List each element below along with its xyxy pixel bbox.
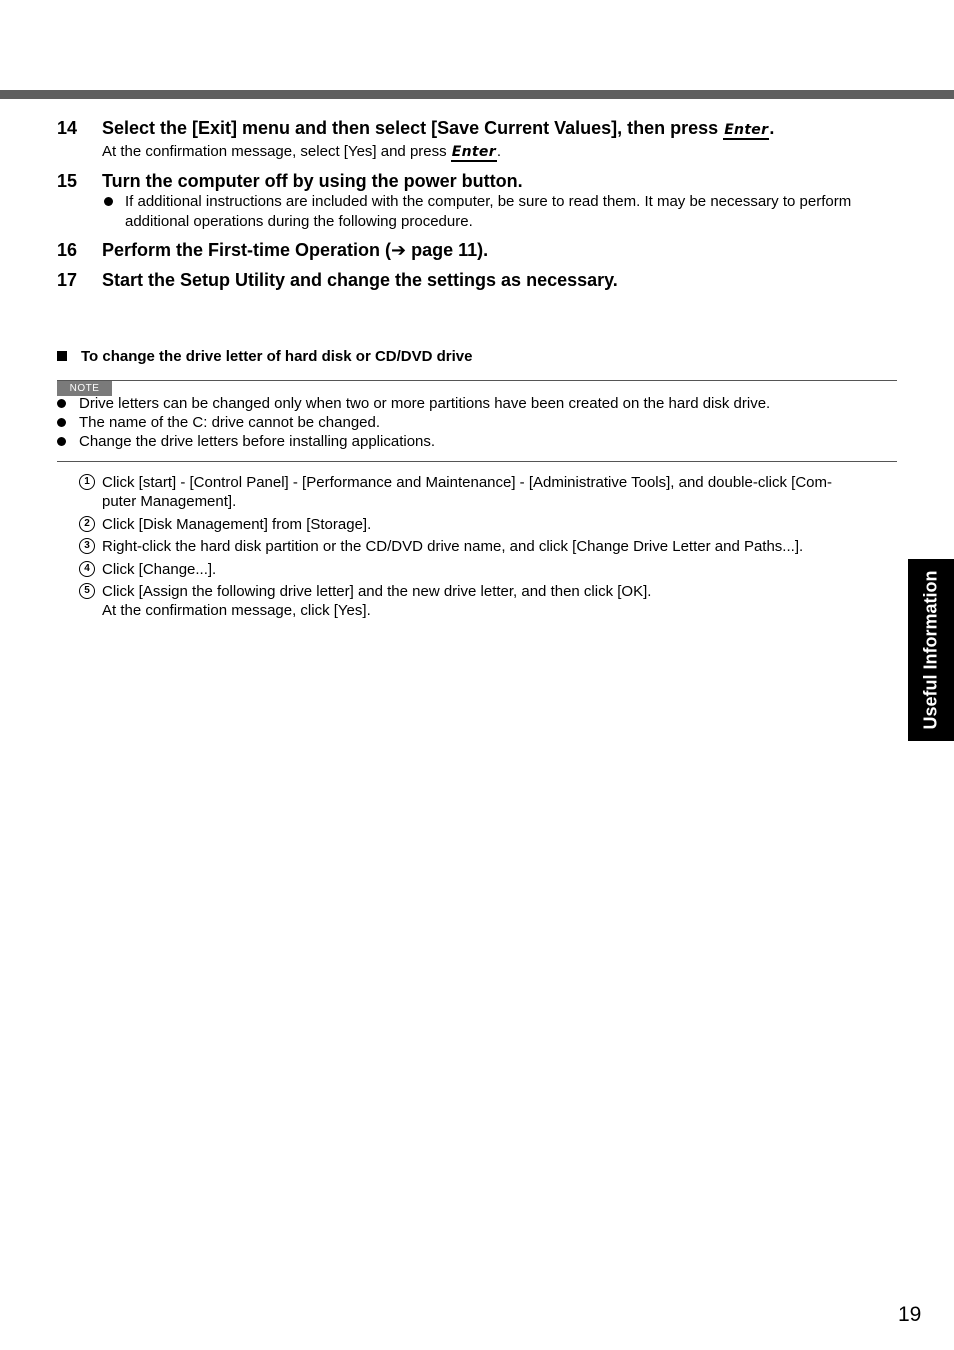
- step-17: [57, 269, 618, 291]
- circled-number-icon: 1: [79, 474, 95, 490]
- step-text-end: .: [769, 118, 775, 138]
- bullet-icon: [57, 399, 66, 408]
- sub-step-line: Right-click the hard disk partition or the CD/DVD drive name, and click [Change Drive Letter and Paths...].: [102, 538, 804, 555]
- sub-step-line: Click [Assign the following drive letter] and the new drive letter, and then click [OK].: [102, 583, 652, 600]
- arrow-right-icon: ➔: [391, 240, 407, 261]
- enter-key-icon: Enter: [724, 122, 769, 138]
- page-number: 19: [898, 1303, 922, 1326]
- step-number: 17: [57, 270, 78, 290]
- square-bullet-icon: [57, 351, 67, 361]
- note-bottom-rule: [57, 461, 897, 462]
- step-number: 15: [57, 171, 78, 191]
- circled-number-icon: 3: [79, 538, 95, 554]
- section-side-tab: [908, 559, 954, 741]
- header-bar: [0, 90, 954, 99]
- sub-step-line: At the confirmation message, click [Yes].: [102, 602, 371, 619]
- circled-number-icon: 4: [79, 561, 95, 577]
- sub-step-line: puter Management].: [102, 493, 237, 510]
- step-text: Perform the First-time Operation (: [102, 240, 392, 260]
- section-heading-text: To change the drive letter of hard disk or CD/DVD drive: [81, 348, 473, 365]
- step-number: 16: [57, 240, 78, 260]
- note-item: The name of the C: drive cannot be changed.: [79, 414, 381, 431]
- step-14-detail: [102, 142, 501, 162]
- sub-step-line: Click [Change...].: [102, 561, 217, 578]
- step-text-end: page 11).: [406, 240, 489, 260]
- sub-step-line: Click [start] - [Control Panel] - [Performance and Maintenance] - [Administrative Tools], and double-click [Com-: [102, 474, 833, 491]
- sub-step-line: Click [Disk Management] from [Storage].: [102, 516, 372, 533]
- step-15-bullet-line-1: If additional instructions are included with the computer, be sure to read them. It may be necessary to perform: [125, 193, 852, 210]
- enter-key-icon: Enter: [451, 144, 496, 160]
- note-top-rule: [57, 380, 897, 381]
- bullet-icon: [104, 197, 113, 206]
- note-tag: NOTE: [57, 381, 112, 396]
- circled-number-icon: 5: [79, 583, 95, 599]
- step-15-bullet-line-2: additional operations during the following procedure.: [125, 213, 473, 230]
- section-heading: [57, 347, 472, 367]
- bullet-icon: [57, 437, 66, 446]
- step-15: [57, 170, 523, 192]
- step-16: [57, 239, 488, 262]
- step-number: 14: [57, 118, 78, 138]
- detail-text: At the confirmation message, select [Yes] and press: [102, 143, 451, 160]
- step-text: Select the [Exit] menu and then select [Save Current Values], then press: [102, 118, 724, 138]
- bullet-icon: [57, 418, 66, 427]
- side-tab-label: Useful Information: [920, 570, 941, 730]
- note-item: Drive letters can be changed only when two or more partitions have been created on the hard disk drive.: [79, 395, 771, 412]
- step-text: Start the Setup Utility and change the settings as necessary.: [102, 270, 618, 290]
- detail-text-end: .: [496, 143, 502, 160]
- note-item: Change the drive letters before installing applications.: [79, 433, 436, 450]
- step-text: Turn the computer off by using the power button.: [102, 171, 523, 191]
- step-14: [57, 117, 774, 141]
- circled-number-icon: 2: [79, 516, 95, 532]
